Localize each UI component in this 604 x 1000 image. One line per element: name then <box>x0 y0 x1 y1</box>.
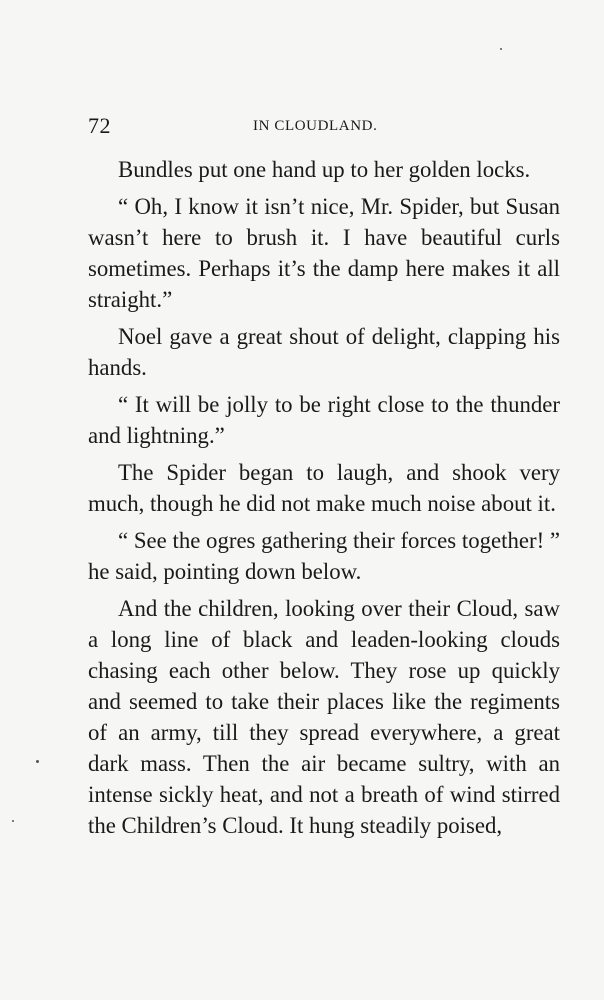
page-number: 72 <box>88 113 111 138</box>
running-head: IN CLOUDLAND. <box>253 118 378 134</box>
paper-speck <box>500 48 502 50</box>
page-header <box>88 113 560 143</box>
paper-speck <box>36 760 39 763</box>
paper-speck <box>12 820 14 822</box>
paragraph: And the children, looking over their Cloud, saw a long line of black and leaden-looking clouds chasing each other below. They rose up quickly and seemed to take their places like the regiments of an army, till they spread everywhere, a great dark mass. Then the air became sultry, with an intense sickly heat, and not a breath of wind stirred the Children’s Cloud. It hung steadily poised, <box>88 596 560 838</box>
paragraph: “ It will be jolly to be right close to the thunder and lightning.” <box>88 392 560 448</box>
paragraph: “ See the ogres gathering their forces together! ” he said, pointing down below. <box>88 528 560 584</box>
paragraph: “ Oh, I know it isn’t nice, Mr. Spider, but Susan wasn’t here to brush it. I have beautiful curls sometimes. Perhaps it’s the damp here makes it all straight.” <box>88 194 560 312</box>
body-text <box>88 154 560 847</box>
paragraph: The Spider began to laugh, and shook very much, though he did not make much noise about it. <box>88 460 560 516</box>
paragraph: Noel gave a great shout of delight, clapping his hands. <box>88 324 560 380</box>
paragraph: Bundles put one hand up to her golden locks. <box>118 157 531 182</box>
